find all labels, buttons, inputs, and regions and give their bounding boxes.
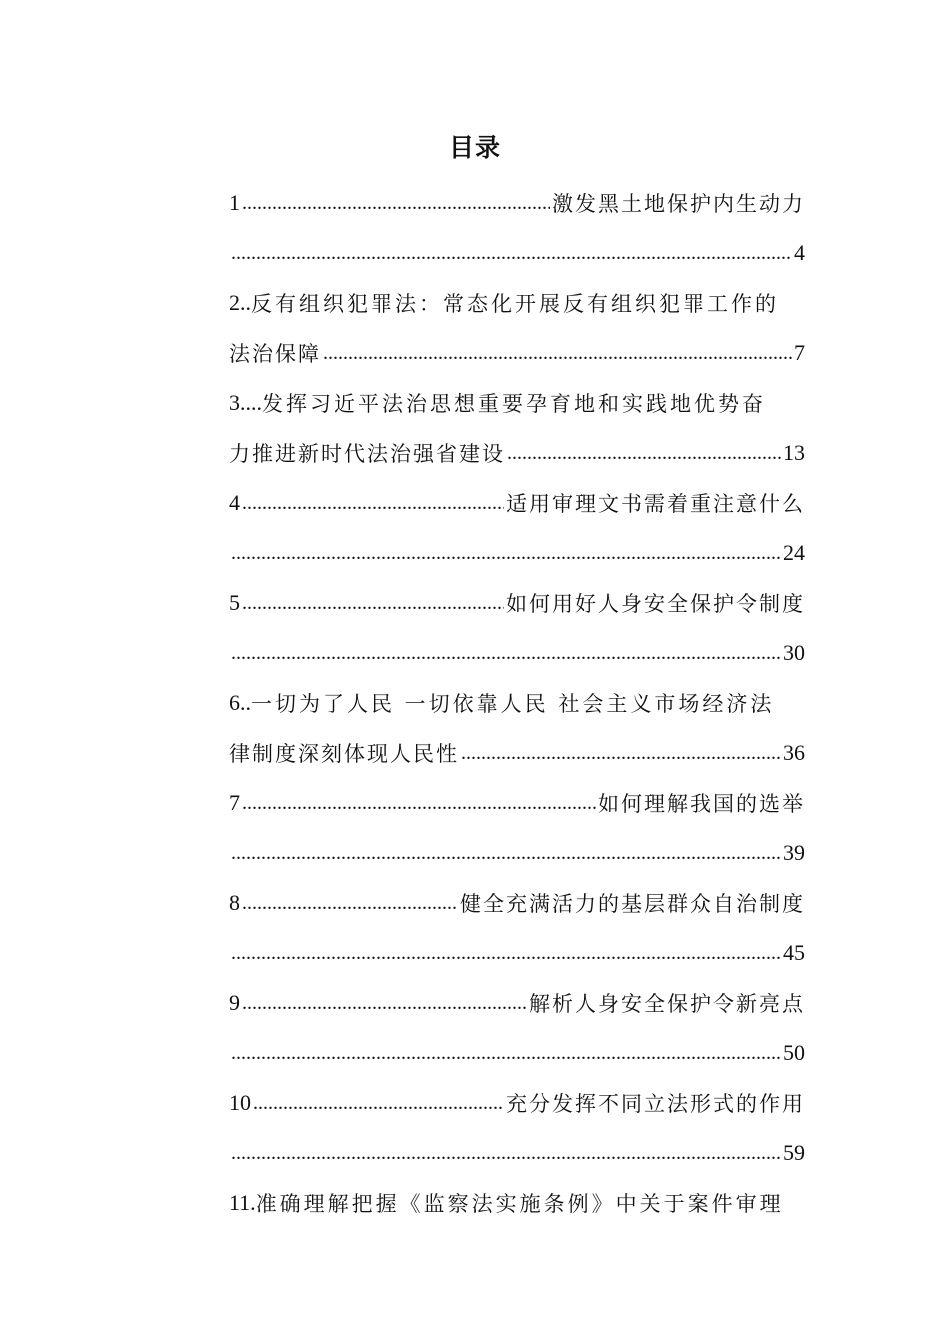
- toc-entry-number: 7: [229, 790, 240, 815]
- dot-leader: [242, 878, 458, 928]
- toc-entry-number: 9: [229, 990, 240, 1015]
- toc-entry-title-continued: 律制度深刻体现人民性: [229, 742, 459, 766]
- toc-entry-line[interactable]: [229, 578, 805, 628]
- toc-entry-page-number: 36: [783, 740, 805, 765]
- toc-entry-title: 如何用好人身安全保护令制度: [506, 592, 805, 616]
- toc-entry-page-number: 24: [783, 540, 805, 565]
- toc-entry-title: 准确理解把握《监察法实施条例》中关于案件审理: [255, 1192, 784, 1216]
- toc-entry-line[interactable]: [229, 378, 805, 428]
- toc-entry-title: 解析人身安全保护令新亮点: [529, 992, 805, 1016]
- toc-entry-line[interactable]: [229, 528, 805, 578]
- toc-entry-line[interactable]: [229, 928, 805, 978]
- dot-leader: [231, 928, 781, 978]
- toc-entry-line[interactable]: [229, 828, 805, 878]
- dot-leader: [231, 228, 792, 278]
- dot-leader: [242, 778, 596, 828]
- toc-entry-line[interactable]: [229, 228, 805, 278]
- toc-entry-line[interactable]: [229, 728, 805, 778]
- dot-leader: [231, 628, 781, 678]
- toc-entry-title: 健全充满活力的基层群众自治制度: [460, 892, 805, 916]
- toc-entry-page-number: 39: [783, 840, 805, 865]
- toc-entry-page-number: 45: [783, 940, 805, 965]
- toc-entry-line[interactable]: [229, 628, 805, 678]
- dot-leader: [242, 178, 550, 228]
- toc-entry-number: 3....: [229, 390, 262, 415]
- toc-entry-line[interactable]: [229, 278, 805, 328]
- toc-entry-title: 如何理解我国的选举: [598, 792, 805, 816]
- dot-leader: [242, 578, 504, 628]
- dot-leader: [242, 478, 504, 528]
- toc-entry-line[interactable]: [229, 328, 805, 378]
- toc-entry-line[interactable]: [229, 178, 805, 228]
- toc-entry-line[interactable]: [229, 1078, 805, 1128]
- toc-entry-title: 激发黑土地保护内生动力: [552, 192, 805, 216]
- toc-entry-line[interactable]: [229, 678, 805, 728]
- toc-entry-page-number: 30: [783, 640, 805, 665]
- toc-entry-title: 发挥习近平法治思想重要孕育地和实践地优势奋: [262, 392, 766, 416]
- page-title: 目录: [448, 133, 501, 162]
- dot-leader: [253, 1078, 504, 1128]
- toc-entry-page-number: 59: [783, 1140, 805, 1165]
- toc-entry-line[interactable]: [229, 978, 805, 1028]
- toc-entry-number: 2..: [229, 290, 251, 315]
- toc-entry-title: 一切为了人民 一切依靠人民 社会主义市场经济法: [251, 692, 775, 716]
- dot-leader: [461, 728, 781, 778]
- toc-entry-line[interactable]: [229, 878, 805, 928]
- toc-entry-title: 适用审理文书需着重注意什么: [506, 492, 805, 516]
- toc-entry-line[interactable]: [229, 428, 805, 478]
- toc-entry-line[interactable]: [229, 1028, 805, 1078]
- toc-entry-number: 1: [229, 190, 240, 215]
- toc-entry-page-number: 50: [783, 1040, 805, 1065]
- toc-entry-number: 11.: [229, 1190, 256, 1215]
- dot-leader: [231, 828, 781, 878]
- table-of-contents: [229, 178, 805, 1228]
- toc-entry-page-number: 7: [794, 340, 805, 365]
- dot-leader: [323, 328, 792, 378]
- toc-entry-page-number: 4: [794, 240, 805, 265]
- toc-entry-number: 6..: [229, 690, 251, 715]
- dot-leader: [507, 428, 781, 478]
- toc-entry-page-number: 13: [783, 440, 805, 465]
- dot-leader: [231, 1028, 781, 1078]
- toc-entry-number: 8: [229, 890, 240, 915]
- dot-leader: [231, 1128, 781, 1178]
- toc-entry-title-continued: 力推进新时代法治强省建设: [229, 442, 505, 466]
- toc-entry-number: 4: [229, 490, 240, 515]
- toc-entry-line[interactable]: [229, 778, 805, 828]
- toc-entry-line[interactable]: [229, 1178, 805, 1228]
- dot-leader: [231, 528, 781, 578]
- toc-entry-number: 5: [229, 590, 240, 615]
- toc-entry-number: 10: [229, 1090, 251, 1115]
- toc-entry-title-continued: 法治保障: [229, 342, 321, 366]
- toc-entry-title: 充分发挥不同立法形式的作用: [506, 1092, 805, 1116]
- toc-entry-title: 反有组织犯罪法：常态化开展反有组织犯罪工作的: [251, 292, 779, 316]
- dot-leader: [242, 978, 527, 1028]
- toc-entry-line[interactable]: [229, 478, 805, 528]
- toc-entry-line[interactable]: [229, 1128, 805, 1178]
